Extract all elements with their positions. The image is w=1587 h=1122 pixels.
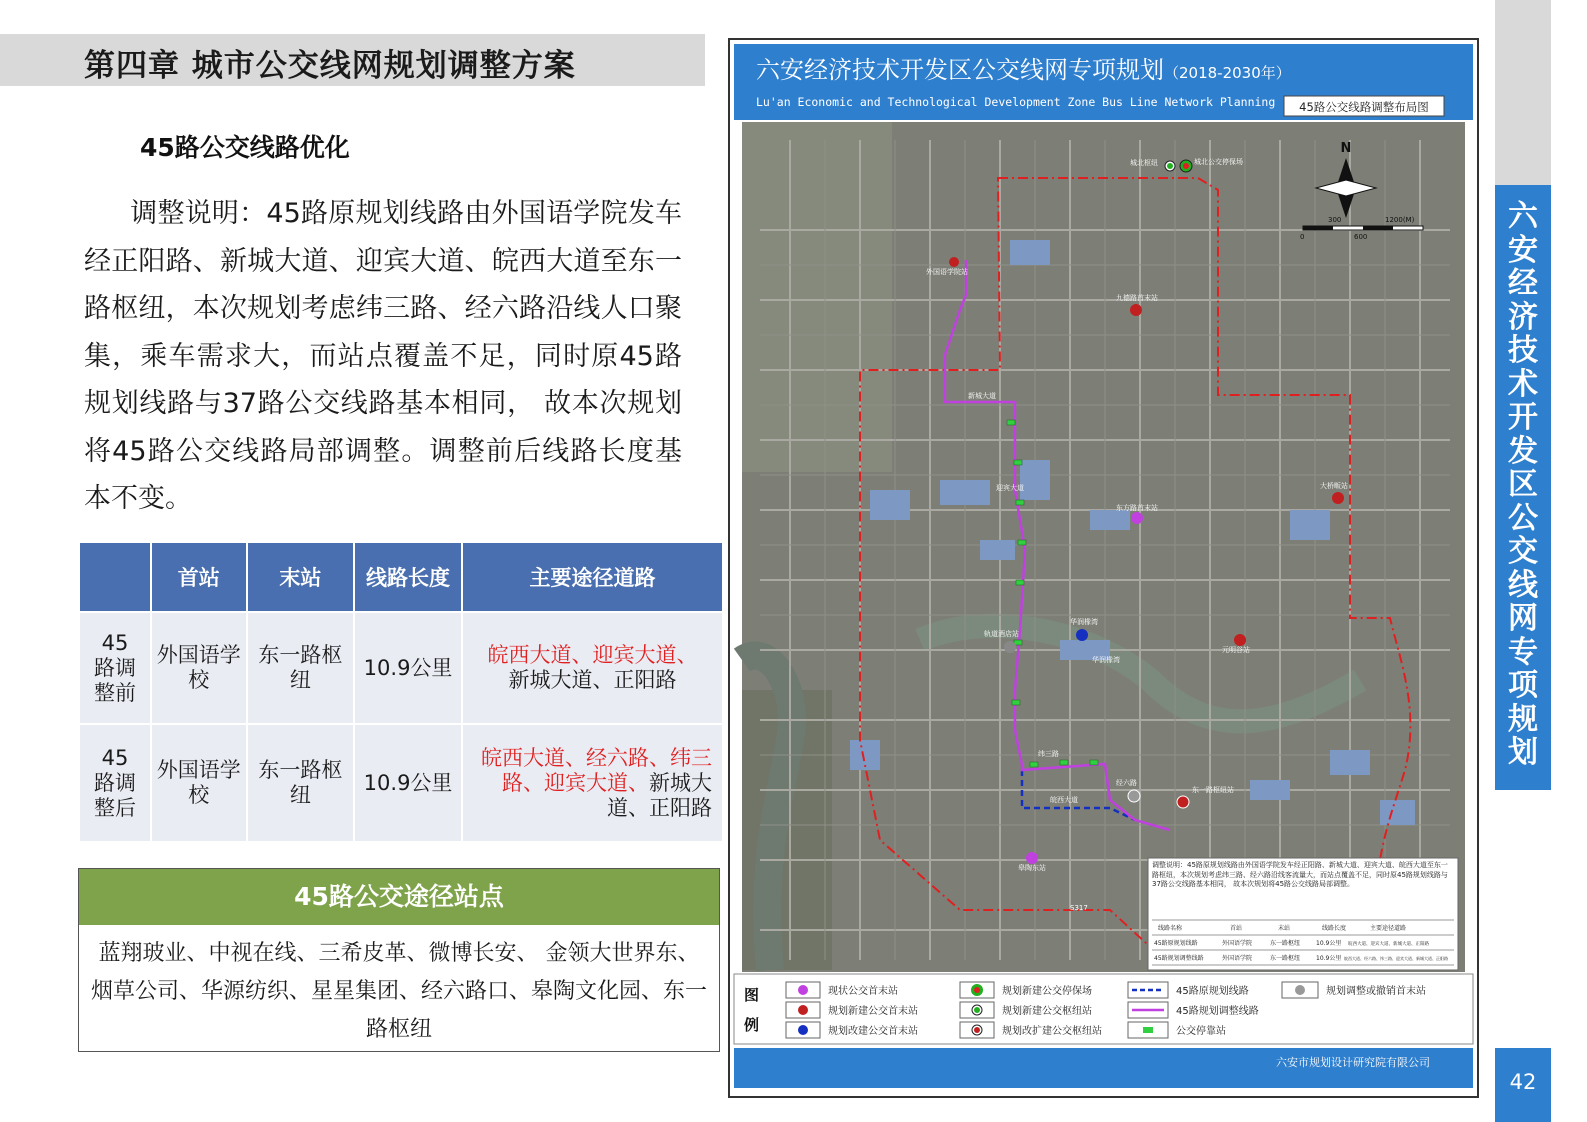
length-cell: 10.9公里: [354, 612, 462, 724]
stops-box: [78, 868, 720, 1052]
table-header: 主要途径道路: [462, 542, 723, 612]
svg-text:城北公交停保场: 城北公交停保场: [1194, 158, 1243, 166]
svg-text:规划新建公交首末站: 规划新建公交首末站: [828, 1006, 918, 1017]
map-footer: 六安市规划设计研究院有限公司: [1276, 1056, 1430, 1069]
svg-text:600: 600: [1354, 233, 1368, 241]
map-panel: [728, 38, 1479, 1098]
description-paragraph: [84, 190, 682, 523]
sidebar-title-char: 专: [1508, 634, 1538, 670]
svg-text:规划调整或撤销首末站: 规划调整或撤销首末站: [1326, 986, 1426, 997]
svg-text:10.9公里: 10.9公里: [1316, 940, 1342, 947]
sidebar-title: [1495, 200, 1551, 770]
sidebar-title-char: 项: [1508, 668, 1538, 703]
roads-cell: [462, 724, 723, 842]
svg-text:城北枢纽: 城北枢纽: [1130, 159, 1158, 167]
svg-text:线路长度: 线路长度: [1322, 925, 1347, 932]
roads-red: 皖西大道、迎宾大道、: [487, 643, 698, 667]
svg-text:规划改建公交首末站: 规划改建公交首末站: [828, 1026, 918, 1037]
sidebar-title-char: 发: [1508, 433, 1538, 469]
sidebar-title-char: 规: [1508, 701, 1538, 737]
length-cell: 10.9公里: [354, 724, 462, 842]
svg-text:45路原规划线路: 45路原规划线路: [1176, 986, 1249, 997]
table-header: 首站: [151, 542, 247, 612]
svg-text:皋陶东站: 皋陶东站: [1018, 864, 1046, 872]
table-row: [79, 612, 723, 724]
sidebar-title-char: 线: [1508, 567, 1538, 603]
svg-text:纬三路: 纬三路: [1038, 750, 1059, 758]
svg-text:主要途径道路: 主要途径道路: [1370, 925, 1407, 932]
page-number: 42: [1509, 1070, 1537, 1094]
sidebar-gray: [1495, 0, 1551, 185]
chapter-title: 第四章 城市公交线网规划调整方案: [84, 48, 576, 84]
sidebar-title-char: 术: [1508, 366, 1538, 402]
description-text: 调整说明：45路原规划线路由外国语学院发车经正阳路、新城大道、迎宾大道、皖西大道至东一路枢纽，本次规划考虑纬三路、经六路沿线人口聚集，乘车需求大，而站点覆盖不足，同时原45路规划线路与37路公交线路基本相同， 故本次规划将45路公交线路局部调整。调整前后线路长度基本不变。: [84, 198, 682, 514]
roads-black: 新城大道、正阳路: [508, 668, 677, 692]
svg-text:华润橡湾: 华润橡湾: [1092, 656, 1120, 664]
svg-text:东一路枢纽站: 东一路枢纽站: [1192, 786, 1234, 794]
svg-text:现状公交首末站: 现状公交首末站: [828, 986, 898, 997]
svg-text:皖西大道、迎宾大道、新城大道、正阳路: 皖西大道、迎宾大道、新城大道、正阳路: [1348, 942, 1429, 947]
map-name: 45路公交线路调整布局图: [1299, 100, 1429, 114]
map-svg: [730, 40, 1477, 1096]
svg-text:10.9公里: 10.9公里: [1316, 955, 1342, 962]
svg-text:1200(M): 1200(M): [1385, 216, 1415, 224]
svg-text:九德路首末站: 九德路首末站: [1116, 294, 1158, 302]
svg-text:东方路首末站: 东方路首末站: [1116, 504, 1158, 512]
roads-cell: [462, 612, 723, 724]
svg-text:N: N: [1340, 141, 1352, 156]
stops-list: 蓝翔玻业、中视在线、三希皮革、微博长安、 金领大世界东、 烟草公司、华源纺织、星星集团、经六路口、皋陶文化园、东一路枢纽: [90, 941, 707, 1042]
route-name-cell: 45路调整前: [79, 612, 151, 724]
legend-title-1: 图: [744, 986, 760, 1004]
note-text-wrap: [1152, 861, 1454, 921]
svg-text:规划新建公交停保场: 规划新建公交停保场: [1002, 986, 1092, 997]
sidebar-title-char: 技: [1508, 333, 1538, 368]
sidebar-title-char: 交: [1508, 534, 1538, 569]
svg-text:S317: S317: [1070, 904, 1088, 912]
svg-text:45路规划调整线路: 45路规划调整线路: [1154, 955, 1204, 962]
svg-text:外国语学院: 外国语学院: [1222, 940, 1253, 947]
svg-text:迎宾大道: 迎宾大道: [996, 484, 1024, 492]
last-stop-cell: 东一路枢纽: [247, 612, 355, 724]
svg-text:大桥畈站: 大桥畈站: [1320, 482, 1348, 490]
svg-text:规划新建公交枢纽站: 规划新建公交枢纽站: [1002, 1006, 1092, 1017]
svg-text:外国语学院: 外国语学院: [1222, 955, 1253, 962]
svg-text:东一路枢纽: 东一路枢纽: [1270, 940, 1301, 947]
svg-text:外国语学院站: 外国语学院站: [926, 268, 968, 276]
sidebar-title-char: 经: [1508, 266, 1538, 301]
first-stop-cell: 外国语学校: [151, 724, 247, 842]
sidebar-title-char: 划: [1508, 735, 1538, 770]
route-name-cell: 45路调整后: [79, 724, 151, 842]
sidebar-title-char: 安: [1508, 232, 1538, 268]
svg-text:东一路枢纽: 东一路枢纽: [1270, 955, 1301, 962]
table-header: 末站: [247, 542, 355, 612]
last-stop-cell: 东一路枢纽: [247, 724, 355, 842]
svg-text:皖西大道: 皖西大道: [1050, 796, 1078, 804]
map-subtitle: Lu'an Economic and Technological Development Zone Bus Line Network Planning: [756, 95, 1276, 109]
sidebar-title-char: 网: [1508, 601, 1538, 636]
svg-text:末站: 末站: [1278, 925, 1291, 932]
svg-text:300: 300: [1328, 216, 1342, 224]
svg-text:皖西大道、经六路、纬三路、迎宾大道、新城大道、正阳路: 皖西大道、经六路、纬三路、迎宾大道、新城大道、正阳路: [1344, 956, 1448, 961]
svg-text:线路名称: 线路名称: [1158, 925, 1183, 932]
svg-text:0: 0: [1300, 233, 1305, 241]
table-header: [79, 542, 151, 612]
table-header: 线路长度: [354, 542, 462, 612]
svg-text:公交停靠站: 公交停靠站: [1176, 1026, 1226, 1037]
route-table: [78, 541, 724, 843]
svg-text:45路原规划线路: 45路原规划线路: [1154, 940, 1198, 947]
svg-text:轨道酒店站: 轨道酒店站: [984, 630, 1019, 638]
table-row: [79, 724, 723, 842]
legend-title-2: 例: [744, 1016, 760, 1034]
sidebar-title-char: 六: [1508, 199, 1538, 234]
section-title: 45路公交线路优化: [140, 133, 350, 162]
first-stop-cell: 外国语学校: [151, 612, 247, 724]
svg-text:经六路: 经六路: [1116, 779, 1137, 787]
roads-red: 皖西大道、经六路、纬三路、迎宾大道、: [481, 745, 712, 795]
svg-text:45路规划调整线路: 45路规划调整线路: [1176, 1006, 1259, 1017]
svg-text:华润橡湾: 华润橡湾: [1070, 618, 1098, 626]
svg-text:元明谷站: 元明谷站: [1222, 646, 1250, 654]
svg-text:新城大道: 新城大道: [968, 392, 996, 400]
map-title: 六安经济技术开发区公交线网专项规划（2018-2030年）: [756, 56, 1291, 84]
sidebar-title-char: 开: [1508, 400, 1538, 435]
note-text: 调整说明：45路原规划线路由外国语学院发车经正阳路、新城大道、迎宾大道、皖西大道至东一路枢纽，本次规划考虑纬三路、经六路沿线客流量大，而站点覆盖不足，同时原45路规划线路与37路公交线路基本相同， 故本次规划将45路公交线路局部调整。: [1152, 861, 1448, 888]
table-header-row: [79, 542, 723, 612]
svg-text:规划改扩建公交枢纽站: 规划改扩建公交枢纽站: [1002, 1026, 1102, 1037]
stops-title: 45路公交途径站点: [79, 869, 719, 925]
sidebar-title-char: 公: [1508, 500, 1538, 536]
sidebar-title-char: 区: [1508, 467, 1538, 502]
roads-black: 新城大道、正阳路: [607, 770, 712, 820]
sidebar-title-char: 济: [1508, 299, 1538, 335]
svg-text:首站: 首站: [1230, 925, 1243, 932]
